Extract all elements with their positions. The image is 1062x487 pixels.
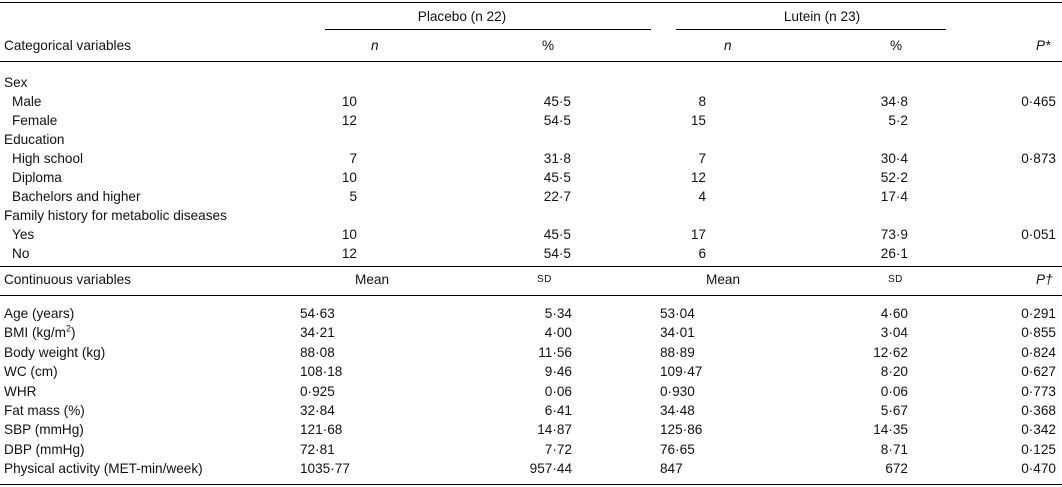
placebo-n: 10 bbox=[341, 94, 357, 109]
lutein-percent: 17·4 bbox=[880, 189, 908, 204]
p-value: 0·773 bbox=[1021, 383, 1056, 399]
lutein-percent: 52·2 bbox=[880, 170, 908, 185]
lutein-n: 6 bbox=[698, 246, 706, 261]
placebo-n: 7 bbox=[349, 151, 357, 166]
row-label bbox=[4, 441, 85, 459]
p-value: 0·824 bbox=[1021, 344, 1056, 360]
row-label-end: ) bbox=[70, 325, 76, 341]
row-label: Yes bbox=[12, 227, 35, 242]
continuous-variables-heading: Continuous variables bbox=[4, 272, 131, 287]
row-label: Female bbox=[12, 113, 58, 128]
table-row bbox=[0, 131, 1062, 149]
table-row bbox=[0, 363, 1062, 381]
table-row bbox=[0, 344, 1062, 362]
placebo-mean: 108·18 bbox=[300, 364, 343, 380]
placebo-mean: 0·925 bbox=[300, 383, 335, 399]
placebo-percent: 45·5 bbox=[543, 170, 571, 185]
lutein-percent: 34·8 bbox=[880, 94, 908, 109]
table-row bbox=[0, 150, 1062, 168]
table-row bbox=[0, 383, 1062, 401]
col-header-p-continuous: P† bbox=[1036, 272, 1053, 287]
lutein-n: 15 bbox=[690, 113, 706, 128]
lutein-mean: 53·04 bbox=[660, 306, 695, 321]
group-lutein: Lutein (n 23) bbox=[783, 9, 861, 24]
row-label bbox=[4, 324, 75, 342]
col-header-n-placebo: n bbox=[371, 38, 379, 53]
table-row bbox=[0, 207, 1062, 225]
row-label: No bbox=[12, 246, 30, 261]
col-header-pct-placebo: % bbox=[542, 38, 555, 53]
p-value: 0·291 bbox=[1021, 306, 1056, 321]
group-header-row bbox=[0, 8, 1062, 26]
row-label: High school bbox=[12, 151, 84, 166]
row-label: Sex bbox=[4, 75, 28, 90]
table-row bbox=[0, 188, 1062, 206]
row-label-text: WC (cm) bbox=[4, 364, 58, 380]
lutein-n: 8 bbox=[698, 94, 706, 109]
placebo-percent: 45·5 bbox=[543, 227, 571, 242]
lutein-percent: 5·2 bbox=[888, 113, 908, 128]
placebo-sd: 9·46 bbox=[544, 364, 572, 380]
placebo-sd: 6·41 bbox=[544, 403, 572, 418]
placebo-mean: 32·84 bbox=[300, 403, 335, 418]
continuous-header-rule bbox=[0, 295, 1062, 296]
table-row bbox=[0, 441, 1062, 459]
lutein-mean: 847 bbox=[660, 461, 683, 477]
categorical-header-row bbox=[0, 37, 1062, 55]
categorical-variables-heading: Categorical variables bbox=[4, 38, 131, 53]
placebo-mean: 54·63 bbox=[300, 306, 335, 321]
row-label: Bachelors and higher bbox=[12, 189, 141, 204]
p-value: 0·125 bbox=[1021, 441, 1056, 457]
p-value: 0·051 bbox=[1021, 227, 1056, 242]
row-label-superscript: 2 bbox=[65, 323, 71, 334]
lutein-sd: 672 bbox=[885, 461, 908, 477]
col-header-sd-lutein: SD bbox=[888, 274, 903, 285]
p-value: 0·342 bbox=[1021, 422, 1056, 438]
placebo-n: 10 bbox=[341, 227, 357, 242]
row-label bbox=[4, 305, 74, 323]
row-label bbox=[4, 460, 203, 478]
table-row bbox=[0, 112, 1062, 130]
table-row bbox=[0, 93, 1062, 111]
table-row bbox=[0, 460, 1062, 478]
placebo-percent: 54·5 bbox=[543, 246, 571, 261]
categorical-header-rule bbox=[0, 61, 1062, 62]
top-rule bbox=[0, 2, 1062, 3]
placebo-percent: 22·7 bbox=[543, 189, 571, 204]
placebo-group-rule bbox=[325, 29, 651, 30]
placebo-mean: 121·68 bbox=[300, 422, 343, 438]
placebo-mean: 72·81 bbox=[300, 441, 335, 457]
placebo-sd: 0·06 bbox=[544, 383, 572, 399]
placebo-percent: 31·8 bbox=[543, 151, 571, 166]
placebo-sd: 7·72 bbox=[544, 441, 572, 457]
row-label-text: BMI (kg/m bbox=[4, 325, 66, 341]
lutein-n: 17 bbox=[690, 227, 706, 242]
table-row bbox=[0, 324, 1062, 342]
row-label-text: Physical activity (MET-min/week) bbox=[4, 461, 203, 477]
row-label: Male bbox=[12, 94, 42, 109]
lutein-percent: 30·4 bbox=[880, 151, 908, 166]
lutein-sd: 14·35 bbox=[873, 422, 908, 438]
p-value: 0·855 bbox=[1021, 325, 1056, 341]
row-label bbox=[4, 383, 36, 401]
lutein-sd: 8·71 bbox=[880, 441, 908, 457]
table-row bbox=[0, 74, 1062, 92]
row-label-text: SBP (mmHg) bbox=[4, 422, 84, 438]
group-placebo: Placebo (n 22) bbox=[417, 9, 507, 24]
placebo-n: 12 bbox=[341, 246, 357, 261]
lutein-n: 4 bbox=[698, 189, 706, 204]
table-row bbox=[0, 402, 1062, 420]
placebo-sd: 5·34 bbox=[544, 306, 572, 321]
placebo-mean: 1035·77 bbox=[300, 461, 350, 477]
row-label-text: DBP (mmHg) bbox=[4, 441, 85, 457]
lutein-sd: 12·62 bbox=[873, 344, 908, 360]
p-value: 0·873 bbox=[1021, 151, 1056, 166]
placebo-n: 10 bbox=[341, 170, 357, 185]
table-row bbox=[0, 421, 1062, 439]
row-label-text: WHR bbox=[4, 383, 37, 399]
p-value: 0·465 bbox=[1021, 94, 1056, 109]
placebo-n: 12 bbox=[341, 113, 357, 128]
placebo-sd: 14·87 bbox=[537, 422, 572, 438]
p-value: 0·470 bbox=[1021, 461, 1056, 477]
row-label: Family history for metabolic diseases bbox=[4, 208, 227, 223]
row-label-text: Age (years) bbox=[4, 306, 75, 321]
row-label bbox=[4, 421, 84, 439]
lutein-mean: 109·47 bbox=[660, 364, 703, 380]
lutein-mean: 125·86 bbox=[660, 422, 703, 438]
placebo-sd: 4·00 bbox=[544, 325, 572, 341]
placebo-percent: 45·5 bbox=[543, 94, 571, 109]
p-value: 0·627 bbox=[1021, 364, 1056, 380]
p-value: 0·368 bbox=[1021, 403, 1056, 418]
col-header-p-categorical: P* bbox=[1036, 38, 1051, 53]
col-header-pct-lutein: % bbox=[890, 38, 903, 53]
col-header-mean-placebo: Mean bbox=[355, 272, 390, 287]
lutein-sd: 4·60 bbox=[880, 306, 908, 321]
lutein-n: 12 bbox=[690, 170, 706, 185]
bottom-rule bbox=[0, 484, 1062, 485]
row-label bbox=[4, 344, 105, 362]
lutein-mean: 88·89 bbox=[660, 344, 695, 360]
table-row bbox=[0, 305, 1062, 323]
lutein-mean: 76·65 bbox=[660, 441, 695, 457]
lutein-percent: 26·1 bbox=[880, 246, 908, 261]
lutein-n: 7 bbox=[698, 151, 706, 166]
lutein-percent: 73·9 bbox=[880, 227, 908, 242]
table-row bbox=[0, 245, 1062, 263]
continuous-header-row bbox=[0, 271, 1062, 289]
row-label bbox=[4, 363, 58, 381]
table-row bbox=[0, 169, 1062, 187]
placebo-mean: 34·21 bbox=[300, 325, 335, 341]
table-row bbox=[0, 226, 1062, 244]
lutein-group-rule bbox=[676, 29, 946, 30]
lutein-mean: 34·48 bbox=[660, 403, 695, 418]
placebo-percent: 54·5 bbox=[543, 113, 571, 128]
lutein-mean: 34·01 bbox=[660, 325, 695, 341]
lutein-sd: 3·04 bbox=[880, 325, 908, 341]
placebo-sd: 11·56 bbox=[538, 344, 572, 360]
row-label: Education bbox=[4, 132, 65, 147]
lutein-sd: 8·20 bbox=[880, 364, 908, 380]
row-label-text: Body weight (kg) bbox=[4, 344, 106, 360]
lutein-sd: 0·06 bbox=[880, 383, 908, 399]
col-header-mean-lutein: Mean bbox=[706, 272, 741, 287]
placebo-mean: 88·08 bbox=[300, 344, 335, 360]
row-label: Diploma bbox=[12, 170, 62, 185]
section-divider-rule bbox=[0, 266, 1062, 267]
placebo-sd: 957·44 bbox=[529, 461, 572, 477]
lutein-mean: 0·930 bbox=[660, 383, 695, 399]
placebo-n: 5 bbox=[349, 189, 357, 204]
col-header-sd-placebo: SD bbox=[537, 274, 552, 285]
row-label bbox=[4, 402, 85, 420]
col-header-n-lutein: n bbox=[724, 38, 732, 53]
lutein-sd: 5·67 bbox=[880, 403, 908, 418]
row-label-text: Fat mass (%) bbox=[4, 403, 85, 418]
